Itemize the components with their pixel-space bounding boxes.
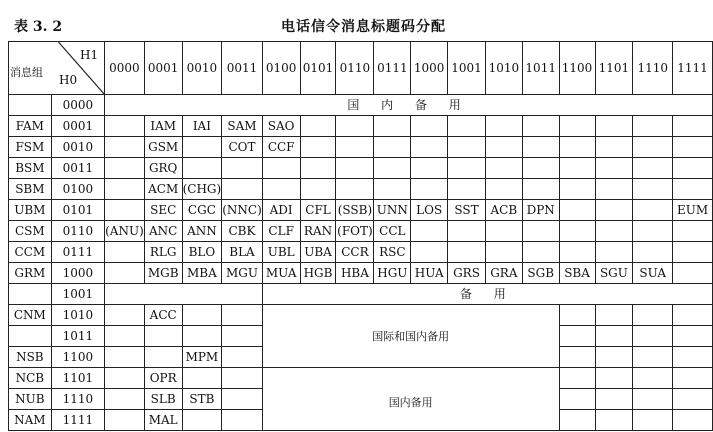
empty-cell <box>633 221 673 242</box>
empty-cell <box>633 179 673 200</box>
message-code-cell: HUA <box>411 263 448 284</box>
empty-cell <box>182 137 222 158</box>
column-header: 0000 <box>105 42 145 95</box>
empty-cell <box>448 116 486 137</box>
empty-cell <box>633 368 673 389</box>
empty-cell <box>595 179 633 200</box>
empty-cell <box>522 221 559 242</box>
message-code-cell: CCF <box>262 137 300 158</box>
empty-cell <box>105 200 145 221</box>
reserved-domestic-span: 国 内 备 用 <box>105 95 713 116</box>
message-code-cell: SEC <box>144 200 182 221</box>
column-header: 0001 <box>144 42 182 95</box>
empty-cell <box>105 305 145 326</box>
empty-cell <box>595 389 633 410</box>
empty-cell <box>222 389 263 410</box>
empty-cell <box>673 179 713 200</box>
table-row <box>9 179 713 200</box>
message-group-cell: CSM <box>9 221 52 242</box>
empty-cell <box>374 158 411 179</box>
empty-cell <box>485 242 522 263</box>
empty-cell <box>485 179 522 200</box>
empty-cell <box>559 305 595 326</box>
h0-axis-label: H0 <box>59 73 78 87</box>
empty-cell <box>182 410 222 431</box>
empty-cell <box>336 179 374 200</box>
empty-cell <box>411 221 448 242</box>
empty-cell <box>485 158 522 179</box>
empty-cell <box>559 410 595 431</box>
empty-cell <box>485 116 522 137</box>
empty-cell <box>222 179 263 200</box>
empty-cell <box>222 158 263 179</box>
header-row <box>9 42 713 95</box>
empty-cell <box>105 368 145 389</box>
message-code-cell: ACM <box>144 179 182 200</box>
empty-cell <box>411 137 448 158</box>
empty-cell <box>559 116 595 137</box>
empty-cell <box>105 284 263 305</box>
message-code-cell: MGU <box>222 263 263 284</box>
empty-cell <box>559 179 595 200</box>
table-row <box>9 284 713 305</box>
empty-cell <box>300 137 336 158</box>
message-code-cell: HGU <box>374 263 411 284</box>
empty-cell <box>633 326 673 347</box>
h0-code-cell: 1100 <box>51 347 104 368</box>
empty-cell <box>595 200 633 221</box>
empty-cell <box>374 179 411 200</box>
empty-cell <box>595 137 633 158</box>
message-code-cell: CCL <box>374 221 411 242</box>
message-code-cell: OPR <box>144 368 182 389</box>
empty-cell <box>559 326 595 347</box>
message-code-cell: UBL <box>262 242 300 263</box>
message-code-cell: GRQ <box>144 158 182 179</box>
empty-cell <box>105 116 145 137</box>
column-header: 1100 <box>559 42 595 95</box>
message-code-cell: BLO <box>182 242 222 263</box>
domestic-reserved-label: 国内备用 <box>388 396 433 409</box>
message-group-cell <box>9 326 52 347</box>
empty-cell <box>673 221 713 242</box>
h0-code-cell: 0100 <box>51 179 104 200</box>
message-code-cell: UBA <box>300 242 336 263</box>
message-code-cell: (ANU) <box>105 221 145 242</box>
empty-cell <box>595 116 633 137</box>
message-code-cell: SGU <box>595 263 633 284</box>
column-header: 1000 <box>411 42 448 95</box>
empty-cell <box>105 263 145 284</box>
message-code-cell: (SSB) <box>336 200 374 221</box>
h0-code-cell: 0010 <box>51 137 104 158</box>
message-code-cell: CGC <box>182 200 222 221</box>
empty-cell <box>105 410 145 431</box>
empty-cell <box>595 221 633 242</box>
h0-code-cell: 0000 <box>51 95 104 116</box>
empty-cell <box>105 347 145 368</box>
heading-code-table <box>8 41 713 431</box>
h0-code-cell: 1011 <box>51 326 104 347</box>
empty-cell <box>633 347 673 368</box>
empty-cell <box>374 137 411 158</box>
empty-cell <box>144 347 182 368</box>
empty-cell <box>595 158 633 179</box>
message-group-cell: NUB <box>9 389 52 410</box>
empty-cell <box>222 368 263 389</box>
column-header: 0111 <box>374 42 411 95</box>
message-code-cell: BLA <box>222 242 263 263</box>
empty-cell <box>411 116 448 137</box>
column-header: 1111 <box>673 42 713 95</box>
empty-cell <box>673 305 713 326</box>
column-header: 1011 <box>522 42 559 95</box>
message-code-cell: ADI <box>262 200 300 221</box>
empty-cell <box>633 305 673 326</box>
h0-code-cell: 1010 <box>51 305 104 326</box>
message-code-cell: SLB <box>144 389 182 410</box>
message-group-cell: NCB <box>9 368 52 389</box>
h0-code-cell: 0111 <box>51 242 104 263</box>
empty-cell <box>673 368 713 389</box>
empty-cell <box>182 158 222 179</box>
reserved-span: 备 用 <box>262 284 712 305</box>
message-code-cell: RSC <box>374 242 411 263</box>
intl-domestic-reserved-label: 国际和国内备用 <box>372 330 450 343</box>
empty-cell <box>673 116 713 137</box>
empty-cell <box>182 305 222 326</box>
empty-cell <box>105 137 145 158</box>
message-code-cell: GRS <box>448 263 486 284</box>
domestic-reserved-block <box>262 368 559 431</box>
message-code-cell: ACB <box>485 200 522 221</box>
empty-cell <box>595 242 633 263</box>
empty-cell <box>485 221 522 242</box>
table-row <box>9 116 713 137</box>
message-code-cell: SGB <box>522 263 559 284</box>
empty-cell <box>522 116 559 137</box>
table-row <box>9 368 713 389</box>
message-code-cell: HGB <box>300 263 336 284</box>
message-code-cell: RLG <box>144 242 182 263</box>
message-group-cell: CCM <box>9 242 52 263</box>
empty-cell <box>182 368 222 389</box>
empty-cell <box>374 116 411 137</box>
h0-code-cell: 0110 <box>51 221 104 242</box>
message-code-cell: SAO <box>262 116 300 137</box>
empty-cell <box>182 326 222 347</box>
message-code-cell: (FOT) <box>336 221 374 242</box>
table-row <box>9 200 713 221</box>
empty-cell <box>144 326 182 347</box>
empty-cell <box>336 158 374 179</box>
message-code-cell: IAM <box>144 116 182 137</box>
message-code-cell: CLF <box>262 221 300 242</box>
empty-cell <box>595 368 633 389</box>
empty-cell <box>559 200 595 221</box>
message-code-cell: HBA <box>336 263 374 284</box>
message-code-cell: MPM <box>182 347 222 368</box>
column-header: 0100 <box>262 42 300 95</box>
empty-cell <box>448 158 486 179</box>
h0-code-cell: 0011 <box>51 158 104 179</box>
empty-cell <box>633 242 673 263</box>
empty-cell <box>559 137 595 158</box>
message-code-cell: (NNC) <box>222 200 263 221</box>
message-group-cell: CNM <box>9 305 52 326</box>
empty-cell <box>633 158 673 179</box>
empty-cell <box>522 242 559 263</box>
empty-cell <box>300 179 336 200</box>
message-code-cell: MAL <box>144 410 182 431</box>
empty-cell <box>105 326 145 347</box>
column-header: 1001 <box>448 42 486 95</box>
message-code-cell: COT <box>222 137 263 158</box>
empty-cell <box>559 368 595 389</box>
message-code-cell: (CHG) <box>182 179 222 200</box>
table-row <box>9 305 713 326</box>
empty-cell <box>448 242 486 263</box>
table-number: 表 3. 2 <box>14 19 63 35</box>
message-code-cell: MGB <box>144 263 182 284</box>
message-code-cell: STB <box>182 389 222 410</box>
column-header: 1110 <box>633 42 673 95</box>
empty-cell <box>559 221 595 242</box>
message-group-cell: NSB <box>9 347 52 368</box>
empty-cell <box>673 158 713 179</box>
table-row <box>9 221 713 242</box>
empty-cell <box>300 116 336 137</box>
message-group-cell: SBM <box>9 179 52 200</box>
message-code-cell: SUA <box>633 263 673 284</box>
message-code-cell: MUA <box>262 263 300 284</box>
empty-cell <box>411 158 448 179</box>
message-group-cell: GRM <box>9 263 52 284</box>
message-code-cell: DPN <box>522 200 559 221</box>
message-code-cell: CFL <box>300 200 336 221</box>
message-code-cell: GSM <box>144 137 182 158</box>
empty-cell <box>673 410 713 431</box>
message-code-cell: RAN <box>300 221 336 242</box>
message-group-cell <box>9 95 52 116</box>
empty-cell <box>522 179 559 200</box>
message-code-cell: MBA <box>182 263 222 284</box>
table-row <box>9 242 713 263</box>
empty-cell <box>222 305 263 326</box>
empty-cell <box>673 326 713 347</box>
message-code-cell: ANC <box>144 221 182 242</box>
h1-axis-label: H1 <box>80 48 99 62</box>
empty-cell <box>222 326 263 347</box>
empty-cell <box>673 389 713 410</box>
empty-cell <box>262 179 300 200</box>
empty-cell <box>559 389 595 410</box>
empty-cell <box>411 242 448 263</box>
empty-cell <box>559 158 595 179</box>
empty-cell <box>485 137 522 158</box>
empty-cell <box>448 179 486 200</box>
empty-cell <box>595 347 633 368</box>
empty-cell <box>105 158 145 179</box>
message-code-cell: EUM <box>673 200 713 221</box>
h0-code-cell: 1111 <box>51 410 104 431</box>
empty-cell <box>448 221 486 242</box>
empty-cell <box>522 158 559 179</box>
empty-cell <box>559 242 595 263</box>
empty-cell <box>448 137 486 158</box>
empty-cell <box>411 179 448 200</box>
empty-cell <box>633 137 673 158</box>
empty-cell <box>300 158 336 179</box>
empty-cell <box>336 137 374 158</box>
h0-code-cell: 0001 <box>51 116 104 137</box>
message-code-cell: IAI <box>182 116 222 137</box>
message-code-cell: LOS <box>411 200 448 221</box>
message-code-cell: UNN <box>374 200 411 221</box>
column-header: 1010 <box>485 42 522 95</box>
message-code-cell: SAM <box>222 116 263 137</box>
h0-code-cell: 1001 <box>51 284 104 305</box>
message-group-cell: UBM <box>9 200 52 221</box>
table-row <box>9 263 713 284</box>
empty-cell <box>633 200 673 221</box>
empty-cell <box>262 158 300 179</box>
message-group-cell: BSM <box>9 158 52 179</box>
message-code-cell: GRA <box>485 263 522 284</box>
empty-cell <box>633 389 673 410</box>
empty-cell <box>336 116 374 137</box>
message-code-cell: CCR <box>336 242 374 263</box>
column-header: 0011 <box>222 42 263 95</box>
empty-cell <box>105 389 145 410</box>
message-group-cell <box>9 284 52 305</box>
empty-cell <box>222 410 263 431</box>
empty-cell <box>595 410 633 431</box>
table-title: 电话信令消息标题码分配 <box>281 19 446 35</box>
table-row <box>9 137 713 158</box>
empty-cell <box>633 410 673 431</box>
empty-cell <box>673 137 713 158</box>
column-header: 0010 <box>182 42 222 95</box>
message-code-cell: SBA <box>559 263 595 284</box>
h0-code-cell: 1101 <box>51 368 104 389</box>
empty-cell <box>673 263 713 284</box>
column-header: 0110 <box>336 42 374 95</box>
empty-cell <box>522 137 559 158</box>
empty-cell <box>673 242 713 263</box>
message-group-cell: NAM <box>9 410 52 431</box>
empty-cell <box>595 326 633 347</box>
empty-cell <box>559 347 595 368</box>
intl-domestic-reserved-block <box>262 305 559 368</box>
empty-cell <box>105 179 145 200</box>
h0-code-cell: 0101 <box>51 200 104 221</box>
corner-header-cell <box>9 42 105 95</box>
message-group-cell: FAM <box>9 116 52 137</box>
empty-cell <box>633 116 673 137</box>
column-header: 0101 <box>300 42 336 95</box>
column-header: 1101 <box>595 42 633 95</box>
message-code-cell: ACC <box>144 305 182 326</box>
message-code-cell: ANN <box>182 221 222 242</box>
empty-cell <box>673 347 713 368</box>
table-row <box>9 158 713 179</box>
empty-cell <box>222 347 263 368</box>
h0-code-cell: 1110 <box>51 389 104 410</box>
table-row <box>9 95 713 116</box>
empty-cell <box>595 305 633 326</box>
row-axis-label: 消息组 <box>10 66 43 79</box>
message-code-cell: CBK <box>222 221 263 242</box>
message-group-cell: FSM <box>9 137 52 158</box>
empty-cell <box>105 242 145 263</box>
message-code-cell: SST <box>448 200 486 221</box>
h0-code-cell: 1000 <box>51 263 104 284</box>
